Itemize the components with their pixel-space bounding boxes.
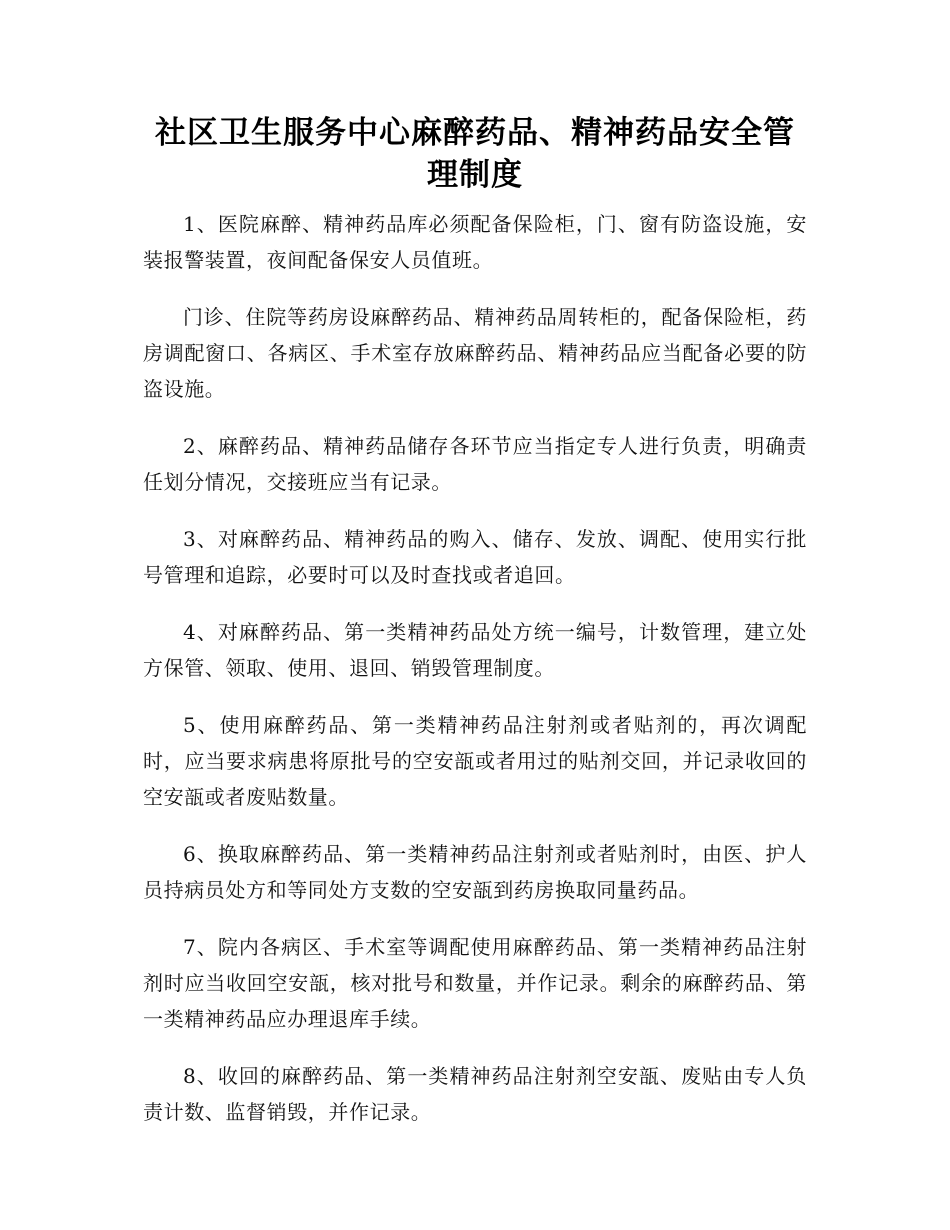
paragraph-3: 2、麻醉药品、精神药品储存各环节应当指定专人进行负责，明确责任划分情况，交接班应当有记录。 (143, 434, 807, 494)
paragraph-8: 7、院内各病区、手术室等调配使用麻醉药品、第一类精神药品注射剂时应当收回空安瓿，核对批号和数量，并作记录。剩余的麻醉药品、第一类精神药品应办理退库手续。 (143, 935, 807, 1031)
paragraph-4: 3、对麻醉药品、精神药品的购入、储存、发放、调配、使用实行批号管理和追踪，必要时可以及时查找或者追回。 (143, 527, 807, 587)
paragraph-5: 4、对麻醉药品、第一类精神药品处方统一编号，计数管理，建立处方保管、领取、使用、退回、销毁管理制度。 (143, 620, 807, 680)
paragraph-1: 1、医院麻醉、精神药品库必须配备保险柜，门、窗有防盗设施，安装报警装置，夜间配备保安人员值班。 (143, 212, 807, 272)
paragraph-9: 8、收回的麻醉药品、第一类精神药品注射剂空安瓿、废贴由专人负责计数、监督销毁，并作记录。 (143, 1064, 807, 1124)
document-body (143, 206, 807, 1151)
paragraph-6: 5、使用麻醉药品、第一类精神药品注射剂或者贴剂的，再次调配时，应当要求病患将原批号的空安瓿或者用过的贴剂交回，并记录收回的空安瓿或者废贴数量。 (143, 713, 807, 809)
document-title: 社区卫生服务中心麻醉药品、精神药品安全管理制度 (155, 115, 795, 193)
paragraph-2: 门诊、住院等药房设麻醉药品、精神药品周转柜的，配备保险柜，药房调配窗口、各病区、手术室存放麻醉药品、精神药品应当配备必要的防盗设施。 (143, 305, 807, 401)
paragraph-7: 6、换取麻醉药品、第一类精神药品注射剂或者贴剂时，由医、护人员持病员处方和等同处方支数的空安瓿到药房换取同量药品。 (143, 842, 807, 902)
